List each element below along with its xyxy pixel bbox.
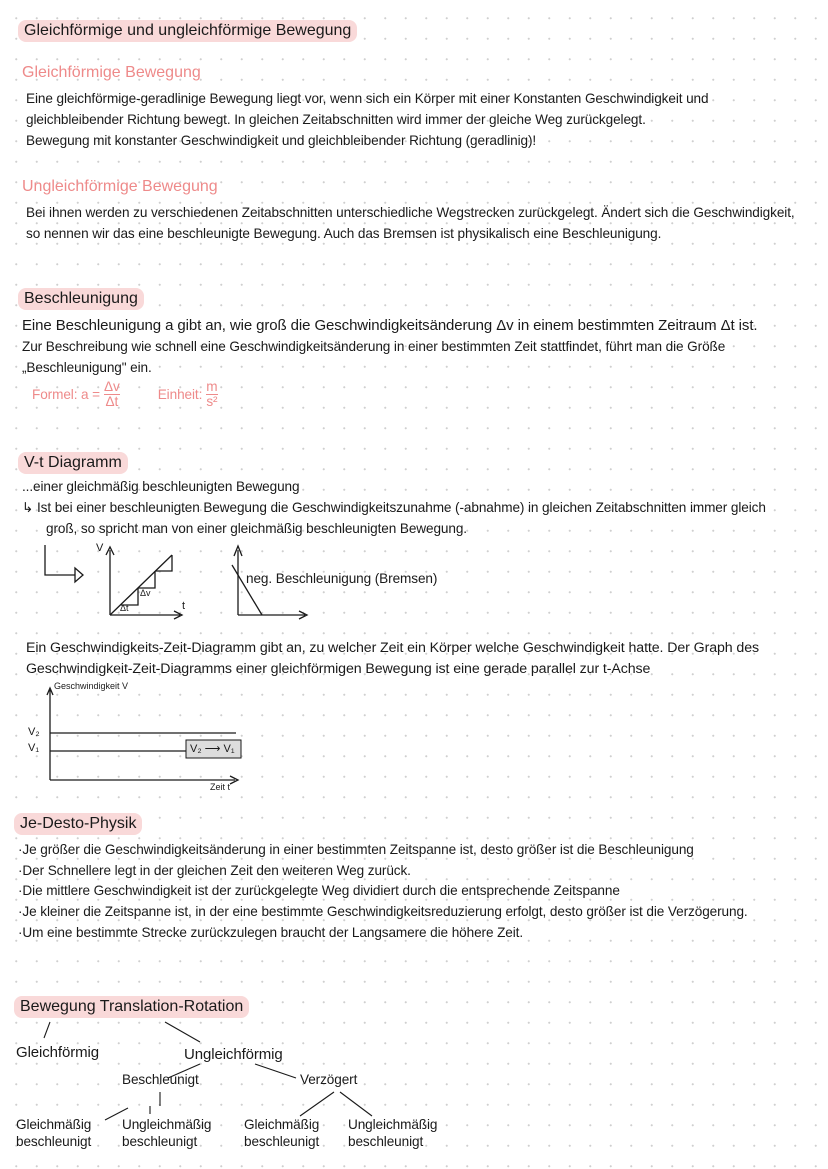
text-line: Bewegung mit konstanter Geschwindigkeit und gleichbleibender Richtung (geradlinig)! bbox=[26, 133, 537, 148]
diagram-t-label: t bbox=[182, 600, 186, 612]
graph-v1-label: V₁ bbox=[28, 742, 40, 754]
list-item: ·Um eine bestimmte Strecke zurückzulegen braucht der Langsamere die höhere Zeit. bbox=[18, 924, 524, 940]
text-line: so nennen wir das eine beschleunigte Bewegung. Auch das Bremsen ist physikalisch eine Beschleunigung. bbox=[26, 226, 662, 241]
list-item: ·Je kleiner die Zeitspanne ist, in der eine bestimmte Geschwindigkeitsreduzierung erfolgt, desto größer ist die Verzögerung. bbox=[18, 904, 748, 920]
leaf-line: beschleunigt bbox=[244, 1134, 320, 1149]
text-line: Geschwindigkeit-Zeit-Diagramms einer gleichförmigen Bewegung ist eine gerade parallel zur t-Achse bbox=[26, 661, 651, 677]
text-line: ↳ Ist bei einer beschleunigten Bewegung die Geschwindigkeitszunahme (-abnahme) in gleichen Zeitabschnitten immer gleich bbox=[22, 500, 766, 515]
text-line: Eine gleichförmige-geradlinige Bewegung liegt vor, wenn sich ein Körper mit einer Konstanten Geschwindigkeit und bbox=[26, 91, 709, 106]
graph-xlabel: Zeit t bbox=[210, 782, 231, 792]
leaf-line: beschleunigt bbox=[122, 1134, 198, 1149]
section-heading-vt: V-t Diagramm bbox=[18, 452, 128, 474]
section-heading-tree: Bewegung Translation-Rotation bbox=[14, 996, 249, 1018]
formel bbox=[32, 380, 218, 409]
formel-denominator: Δt bbox=[105, 394, 119, 409]
graph-ylabel: Geschwindigkeit V bbox=[54, 681, 129, 691]
list-item: ·Je größer die Geschwindigkeitsänderung in einer bestimmten Zeitspanne ist, desto größer ist die Beschleunigung bbox=[18, 842, 694, 857]
leaf-line: Ungleichmäßig bbox=[348, 1117, 438, 1132]
v-axis bbox=[106, 547, 114, 615]
tree-node-beschleunigt: Beschleunigt bbox=[122, 1072, 199, 1087]
diagram2-label: neg. Beschleunigung (Bremsen) bbox=[246, 571, 438, 586]
arrow-head-icon bbox=[75, 568, 83, 582]
tree-node-verzoegert: Verzögert bbox=[300, 1072, 358, 1087]
text-line: Ein Geschwindigkeits-Zeit-Diagramm gibt an, zu welcher Zeit ein Körper welche Geschwindigkeit hatte. Der Graph des bbox=[26, 640, 759, 656]
section-heading-jedesto: Je-Desto-Physik bbox=[14, 813, 142, 835]
section-heading-beschleunigung: Beschleunigung bbox=[18, 288, 144, 310]
tree-leaf bbox=[348, 1116, 437, 1150]
t-axis-2 bbox=[238, 611, 307, 619]
text-line: groß, so spricht man von einer gleichmäßig beschleunigten Bewegung. bbox=[46, 521, 467, 536]
list-item: ·Der Schnellere legt in der gleichen Zeit den weiteren Weg zurück. bbox=[18, 862, 411, 878]
diagram-dt-label: Δt bbox=[120, 603, 129, 613]
text-line: „Beschleunigung" ein. bbox=[22, 360, 152, 375]
text-line: Bei ihnen werden zu verschiedenen Zeitabschnitten unterschiedliche Wegstrecken zurückgelegt. Ändert sich die Geschwindigkeit, bbox=[26, 205, 795, 220]
diagram-dv-label: Δv bbox=[140, 588, 151, 598]
leaf-line: beschleunigt bbox=[16, 1134, 92, 1149]
vt-text bbox=[22, 476, 766, 539]
jedesto-list bbox=[18, 840, 748, 944]
tree-node-ungleichfoermig: Ungleichförmig bbox=[184, 1046, 283, 1063]
formel-fraction bbox=[104, 380, 120, 409]
diagram-v-label: V bbox=[96, 542, 104, 554]
text-line: ...einer gleichmäßig beschleunigten Bewegung bbox=[22, 479, 300, 494]
beschleunigung-text bbox=[22, 315, 757, 378]
section-heading-gleichfoermig: Gleichförmige Bewegung bbox=[22, 64, 201, 81]
leaf-line: Gleichmäßig bbox=[16, 1117, 92, 1132]
list-item: ·Die mittlere Geschwindigkeit ist der zurückgelegte Weg dividiert durch die entsprechende Zeitspanne bbox=[18, 883, 620, 899]
einheit-fraction bbox=[206, 380, 217, 409]
tree-node-gleichfoermig: Gleichförmig bbox=[16, 1044, 99, 1061]
tree-leaf bbox=[122, 1116, 211, 1150]
tree-leaf bbox=[244, 1116, 319, 1150]
leaf-line: beschleunigt bbox=[348, 1134, 424, 1149]
einheit-numerator: m bbox=[206, 379, 218, 394]
tree-connectors bbox=[0, 1020, 460, 1130]
text-line: Eine Beschleunigung a gibt an, wie groß die Geschwindigkeitsänderung Δv in einem bestimmten Zeitraum Δt ist. bbox=[22, 317, 758, 334]
ungleichfoermig-text bbox=[26, 202, 795, 244]
leaf-line: Ungleichmäßig bbox=[122, 1117, 212, 1132]
graph-v2-label: V₂ bbox=[28, 726, 40, 738]
text-line: gleichbleibender Richtung bewegt. In gleichen Zeitabschnitten wird immer der gleiche Weg zurückgelegt. bbox=[26, 112, 646, 127]
page-title: Gleichförmige und ungleichförmige Bewegung bbox=[18, 20, 357, 42]
formel-numerator: Δv bbox=[104, 379, 120, 394]
tree-leaf bbox=[16, 1116, 91, 1150]
einheit-label: Einheit: bbox=[157, 387, 203, 402]
leaf-line: Gleichmäßig bbox=[244, 1117, 320, 1132]
einheit-denominator: s² bbox=[206, 394, 218, 409]
text-line: Zur Beschreibung wie schnell eine Geschwindigkeitsänderung in einer bestimmten Zeit stattfindet, führt man die Größe bbox=[22, 339, 726, 354]
vt-paragraph bbox=[26, 638, 759, 680]
formel-label: Formel: a = bbox=[32, 387, 101, 402]
section-heading-ungleichfoermig: Ungleichförmige Bewegung bbox=[22, 178, 218, 195]
y-axis bbox=[47, 688, 53, 780]
graph-box-label: V₂ ⟶ V₁ bbox=[190, 743, 235, 755]
gleichfoermig-text bbox=[26, 88, 708, 151]
